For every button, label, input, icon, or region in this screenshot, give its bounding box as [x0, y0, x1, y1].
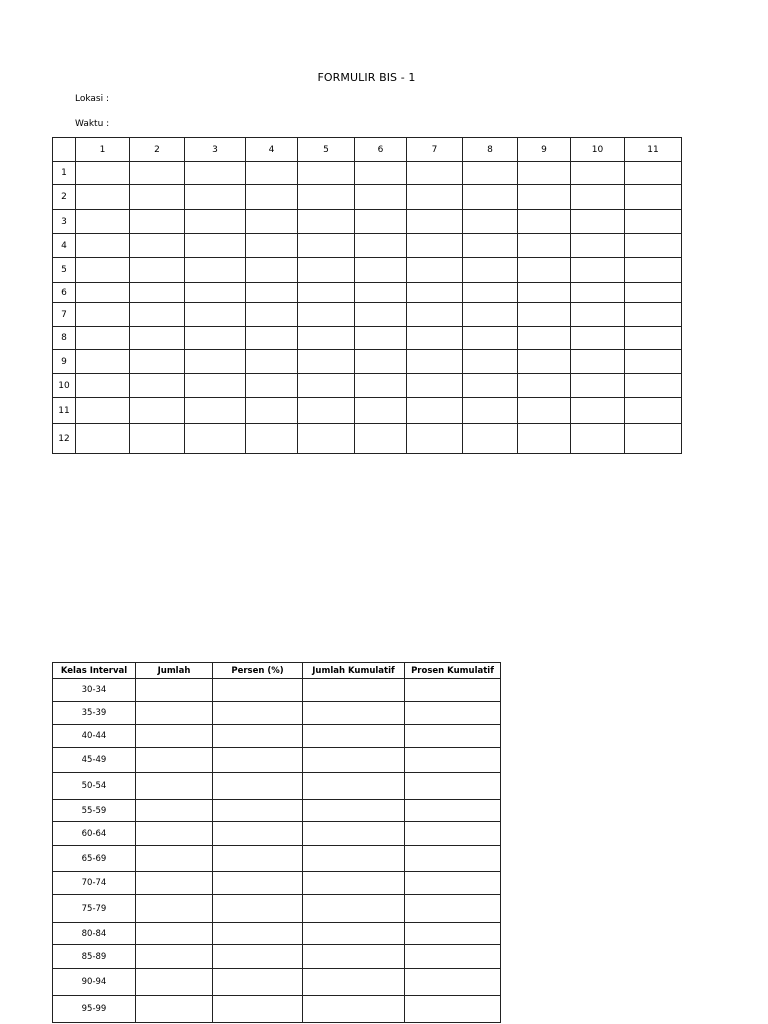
grid-cell[interactable] — [76, 162, 130, 185]
grid-cell[interactable] — [518, 210, 571, 234]
grid-cell[interactable] — [355, 283, 407, 303]
grid-cell[interactable] — [355, 398, 407, 424]
grid-cell[interactable] — [518, 424, 571, 454]
freq-cell[interactable] — [136, 996, 213, 1023]
freq-cell[interactable] — [136, 725, 213, 748]
freq-cell[interactable] — [136, 969, 213, 996]
grid-cell[interactable] — [246, 185, 298, 210]
grid-column-header: 11 — [625, 138, 682, 162]
grid-cell[interactable] — [407, 303, 463, 327]
grid-cell[interactable] — [185, 283, 246, 303]
grid-cell[interactable] — [463, 162, 518, 185]
grid-cell[interactable] — [463, 234, 518, 258]
grid-cell[interactable] — [355, 350, 407, 374]
freq-cell[interactable] — [136, 773, 213, 800]
grid-cell[interactable] — [130, 210, 185, 234]
grid-cell[interactable] — [76, 424, 130, 454]
grid-cell[interactable] — [355, 162, 407, 185]
grid-column-header: 9 — [518, 138, 571, 162]
freq-cell[interactable] — [303, 748, 405, 773]
grid-cell[interactable] — [130, 327, 185, 350]
freq-cell[interactable] — [303, 822, 405, 846]
freq-cell[interactable] — [303, 895, 405, 923]
grid-cell[interactable] — [355, 210, 407, 234]
grid-cell[interactable] — [625, 283, 682, 303]
grid-row-header: 10 — [53, 374, 76, 398]
grid-cell[interactable] — [76, 303, 130, 327]
freq-cell[interactable] — [405, 846, 501, 872]
freq-cell[interactable] — [303, 679, 405, 702]
interval-cell: 40-44 — [53, 725, 136, 748]
grid-cell[interactable] — [76, 374, 130, 398]
grid-cell[interactable] — [518, 283, 571, 303]
freq-row — [53, 822, 501, 846]
grid-cell[interactable] — [463, 185, 518, 210]
grid-cell[interactable] — [625, 162, 682, 185]
grid-cell[interactable] — [355, 327, 407, 350]
grid-cell[interactable] — [463, 374, 518, 398]
freq-cell[interactable] — [405, 748, 501, 773]
freq-cell[interactable] — [213, 846, 303, 872]
grid-cell[interactable] — [571, 398, 625, 424]
grid-cell[interactable] — [571, 374, 625, 398]
grid-cell[interactable] — [625, 185, 682, 210]
freq-cell[interactable] — [136, 846, 213, 872]
freq-row — [53, 773, 501, 800]
freq-cell[interactable] — [405, 895, 501, 923]
grid-cell[interactable] — [407, 283, 463, 303]
grid-cell[interactable] — [298, 424, 355, 454]
grid-cell[interactable] — [185, 234, 246, 258]
grid-cell[interactable] — [518, 327, 571, 350]
interval-cell: 30-34 — [53, 679, 136, 702]
grid-cell[interactable] — [355, 258, 407, 283]
freq-cell[interactable] — [303, 800, 405, 822]
grid-cell[interactable] — [355, 303, 407, 327]
grid-cell[interactable] — [571, 303, 625, 327]
freq-cell[interactable] — [136, 702, 213, 725]
grid-row — [53, 210, 682, 234]
freq-cell[interactable] — [405, 702, 501, 725]
grid-row — [53, 374, 682, 398]
freq-cell[interactable] — [405, 872, 501, 895]
freq-cell[interactable] — [303, 996, 405, 1023]
grid-cell[interactable] — [130, 350, 185, 374]
grid-cell[interactable] — [298, 258, 355, 283]
grid-cell[interactable] — [185, 210, 246, 234]
grid-cell[interactable] — [76, 234, 130, 258]
grid-row-header: 4 — [53, 234, 76, 258]
grid-column-header: 6 — [355, 138, 407, 162]
grid-row — [53, 258, 682, 283]
freq-cell[interactable] — [136, 872, 213, 895]
grid-cell[interactable] — [625, 303, 682, 327]
grid-cell[interactable] — [625, 210, 682, 234]
observation-grid-table — [52, 137, 682, 454]
grid-cell[interactable] — [185, 424, 246, 454]
grid-cell[interactable] — [463, 424, 518, 454]
grid-cell[interactable] — [185, 185, 246, 210]
grid-cell[interactable] — [571, 234, 625, 258]
freq-row — [53, 748, 501, 773]
grid-cell[interactable] — [407, 185, 463, 210]
freq-cell[interactable] — [136, 945, 213, 969]
grid-cell[interactable] — [76, 283, 130, 303]
grid-column-header: 3 — [185, 138, 246, 162]
grid-cell[interactable] — [76, 350, 130, 374]
freq-cell[interactable] — [213, 748, 303, 773]
grid-cell[interactable] — [130, 398, 185, 424]
grid-cell[interactable] — [407, 234, 463, 258]
freq-cell[interactable] — [303, 725, 405, 748]
freq-row — [53, 800, 501, 822]
freq-cell[interactable] — [303, 773, 405, 800]
freq-cell[interactable] — [213, 945, 303, 969]
grid-cell[interactable] — [463, 398, 518, 424]
grid-cell[interactable] — [571, 283, 625, 303]
grid-cell[interactable] — [407, 210, 463, 234]
interval-cell: 95-99 — [53, 996, 136, 1023]
waktu-label: Waktu : — [75, 119, 110, 129]
freq-cell[interactable] — [213, 773, 303, 800]
freq-row — [53, 872, 501, 895]
freq-cell[interactable] — [405, 679, 501, 702]
grid-row-header: 2 — [53, 185, 76, 210]
grid-cell[interactable] — [518, 374, 571, 398]
grid-cell[interactable] — [130, 258, 185, 283]
grid-cell[interactable] — [130, 185, 185, 210]
grid-cell[interactable] — [571, 185, 625, 210]
grid-cell[interactable] — [246, 327, 298, 350]
freq-column-header: Kelas Interval — [53, 663, 136, 679]
freq-cell[interactable] — [213, 800, 303, 822]
freq-cell[interactable] — [303, 872, 405, 895]
freq-cell[interactable] — [136, 679, 213, 702]
grid-cell[interactable] — [463, 350, 518, 374]
freq-column-header: Jumlah — [136, 663, 213, 679]
grid-cell[interactable] — [298, 234, 355, 258]
grid-cell[interactable] — [130, 283, 185, 303]
grid-cell[interactable] — [463, 258, 518, 283]
grid-row — [53, 283, 682, 303]
freq-cell[interactable] — [213, 923, 303, 945]
grid-cell[interactable] — [407, 398, 463, 424]
interval-cell: 50-54 — [53, 773, 136, 800]
freq-row — [53, 945, 501, 969]
grid-cell[interactable] — [298, 210, 355, 234]
grid-cell[interactable] — [130, 374, 185, 398]
grid-cell[interactable] — [185, 374, 246, 398]
freq-cell[interactable] — [136, 748, 213, 773]
grid-cell[interactable] — [246, 374, 298, 398]
grid-cell[interactable] — [298, 327, 355, 350]
grid-cell[interactable] — [407, 424, 463, 454]
grid-cell[interactable] — [463, 327, 518, 350]
grid-cell[interactable] — [571, 350, 625, 374]
grid-cell[interactable] — [407, 258, 463, 283]
grid-row — [53, 234, 682, 258]
grid-cell[interactable] — [571, 424, 625, 454]
grid-cell[interactable] — [185, 327, 246, 350]
grid-corner-cell — [53, 138, 76, 162]
grid-row — [53, 303, 682, 327]
freq-cell[interactable] — [213, 996, 303, 1023]
freq-cell[interactable] — [405, 822, 501, 846]
grid-column-header: 7 — [407, 138, 463, 162]
grid-row-header: 3 — [53, 210, 76, 234]
grid-row — [53, 185, 682, 210]
grid-cell[interactable] — [298, 162, 355, 185]
grid-row — [53, 398, 682, 424]
grid-cell[interactable] — [518, 185, 571, 210]
frequency-table — [52, 662, 501, 1023]
grid-cell[interactable] — [298, 350, 355, 374]
freq-row — [53, 969, 501, 996]
interval-cell: 90-94 — [53, 969, 136, 996]
freq-row — [53, 725, 501, 748]
grid-cell[interactable] — [518, 258, 571, 283]
grid-row — [53, 350, 682, 374]
grid-header-row — [53, 138, 682, 162]
freq-cell[interactable] — [213, 872, 303, 895]
grid-cell[interactable] — [571, 210, 625, 234]
freq-cell[interactable] — [303, 846, 405, 872]
grid-cell[interactable] — [185, 398, 246, 424]
grid-cell[interactable] — [185, 303, 246, 327]
grid-cell[interactable] — [76, 398, 130, 424]
grid-cell[interactable] — [407, 327, 463, 350]
interval-cell: 75-79 — [53, 895, 136, 923]
freq-cell[interactable] — [303, 702, 405, 725]
grid-cell[interactable] — [298, 398, 355, 424]
grid-row — [53, 162, 682, 185]
grid-cell[interactable] — [76, 327, 130, 350]
grid-row-header: 8 — [53, 327, 76, 350]
freq-row — [53, 846, 501, 872]
form-title: FORMULIR BIS - 1 — [317, 71, 416, 84]
grid-cell[interactable] — [185, 162, 246, 185]
grid-row-header: 7 — [53, 303, 76, 327]
grid-column-header: 1 — [76, 138, 130, 162]
grid-cell[interactable] — [76, 185, 130, 210]
freq-cell[interactable] — [213, 969, 303, 996]
grid-cell[interactable] — [246, 303, 298, 327]
freq-column-header: Jumlah Kumulatif — [303, 663, 405, 679]
freq-cell[interactable] — [213, 725, 303, 748]
grid-cell[interactable] — [625, 374, 682, 398]
freq-cell[interactable] — [136, 923, 213, 945]
freq-cell[interactable] — [405, 800, 501, 822]
grid-row-header: 1 — [53, 162, 76, 185]
grid-cell[interactable] — [571, 258, 625, 283]
grid-cell[interactable] — [518, 162, 571, 185]
grid-cell[interactable] — [625, 424, 682, 454]
grid-cell[interactable] — [246, 210, 298, 234]
freq-cell[interactable] — [213, 702, 303, 725]
grid-cell[interactable] — [246, 424, 298, 454]
grid-cell[interactable] — [407, 350, 463, 374]
grid-cell[interactable] — [246, 350, 298, 374]
grid-cell[interactable] — [518, 398, 571, 424]
freq-cell[interactable] — [136, 895, 213, 923]
freq-cell[interactable] — [213, 679, 303, 702]
freq-row — [53, 679, 501, 702]
grid-cell[interactable] — [76, 258, 130, 283]
grid-row — [53, 327, 682, 350]
grid-cell[interactable] — [625, 350, 682, 374]
interval-cell: 80-84 — [53, 923, 136, 945]
grid-cell[interactable] — [298, 374, 355, 398]
freq-cell[interactable] — [405, 773, 501, 800]
grid-cell[interactable] — [246, 234, 298, 258]
grid-cell[interactable] — [571, 162, 625, 185]
grid-cell[interactable] — [355, 185, 407, 210]
grid-cell[interactable] — [355, 234, 407, 258]
freq-cell[interactable] — [405, 725, 501, 748]
interval-cell: 65-69 — [53, 846, 136, 872]
freq-row — [53, 996, 501, 1023]
grid-cell[interactable] — [463, 210, 518, 234]
grid-cell[interactable] — [246, 398, 298, 424]
grid-column-header: 10 — [571, 138, 625, 162]
grid-cell[interactable] — [518, 350, 571, 374]
grid-cell[interactable] — [246, 283, 298, 303]
interval-cell: 70-74 — [53, 872, 136, 895]
freq-cell[interactable] — [405, 996, 501, 1023]
grid-cell[interactable] — [463, 283, 518, 303]
grid-row-header: 6 — [53, 283, 76, 303]
freq-cell[interactable] — [405, 969, 501, 996]
grid-cell[interactable] — [130, 162, 185, 185]
interval-cell: 45-49 — [53, 748, 136, 773]
grid-row-header: 11 — [53, 398, 76, 424]
grid-row — [53, 424, 682, 454]
interval-cell: 55-59 — [53, 800, 136, 822]
grid-cell[interactable] — [571, 327, 625, 350]
grid-row-header: 5 — [53, 258, 76, 283]
interval-cell: 85-89 — [53, 945, 136, 969]
grid-cell[interactable] — [298, 303, 355, 327]
grid-cell[interactable] — [625, 327, 682, 350]
grid-row-header: 12 — [53, 424, 76, 454]
grid-cell[interactable] — [130, 303, 185, 327]
grid-cell[interactable] — [355, 424, 407, 454]
freq-cell[interactable] — [213, 895, 303, 923]
grid-cell[interactable] — [625, 234, 682, 258]
grid-cell[interactable] — [463, 303, 518, 327]
grid-cell[interactable] — [185, 350, 246, 374]
freq-cell[interactable] — [303, 969, 405, 996]
freq-cell[interactable] — [405, 945, 501, 969]
freq-column-header: Prosen Kumulatif — [405, 663, 501, 679]
grid-row-header: 9 — [53, 350, 76, 374]
freq-cell[interactable] — [405, 923, 501, 945]
grid-cell[interactable] — [298, 185, 355, 210]
grid-cell[interactable] — [246, 162, 298, 185]
interval-cell: 60-64 — [53, 822, 136, 846]
grid-cell[interactable] — [130, 234, 185, 258]
freq-cell[interactable] — [303, 945, 405, 969]
grid-cell[interactable] — [625, 258, 682, 283]
grid-cell[interactable] — [246, 258, 298, 283]
freq-row — [53, 895, 501, 923]
freq-header-row — [53, 663, 501, 679]
grid-cell[interactable] — [518, 303, 571, 327]
grid-cell[interactable] — [76, 210, 130, 234]
grid-column-header: 5 — [298, 138, 355, 162]
freq-column-header: Persen (%) — [213, 663, 303, 679]
grid-cell[interactable] — [407, 162, 463, 185]
grid-cell[interactable] — [625, 398, 682, 424]
freq-cell[interactable] — [136, 800, 213, 822]
grid-cell[interactable] — [130, 424, 185, 454]
lokasi-label: Lokasi : — [75, 94, 110, 104]
grid-column-header: 8 — [463, 138, 518, 162]
freq-cell[interactable] — [303, 923, 405, 945]
freq-row — [53, 702, 501, 725]
grid-column-header: 2 — [130, 138, 185, 162]
grid-cell[interactable] — [355, 374, 407, 398]
grid-cell[interactable] — [185, 258, 246, 283]
freq-cell[interactable] — [136, 822, 213, 846]
interval-cell: 35-39 — [53, 702, 136, 725]
grid-cell[interactable] — [407, 374, 463, 398]
freq-cell[interactable] — [213, 822, 303, 846]
grid-cell[interactable] — [298, 283, 355, 303]
freq-row — [53, 923, 501, 945]
grid-cell[interactable] — [518, 234, 571, 258]
grid-column-header: 4 — [246, 138, 298, 162]
